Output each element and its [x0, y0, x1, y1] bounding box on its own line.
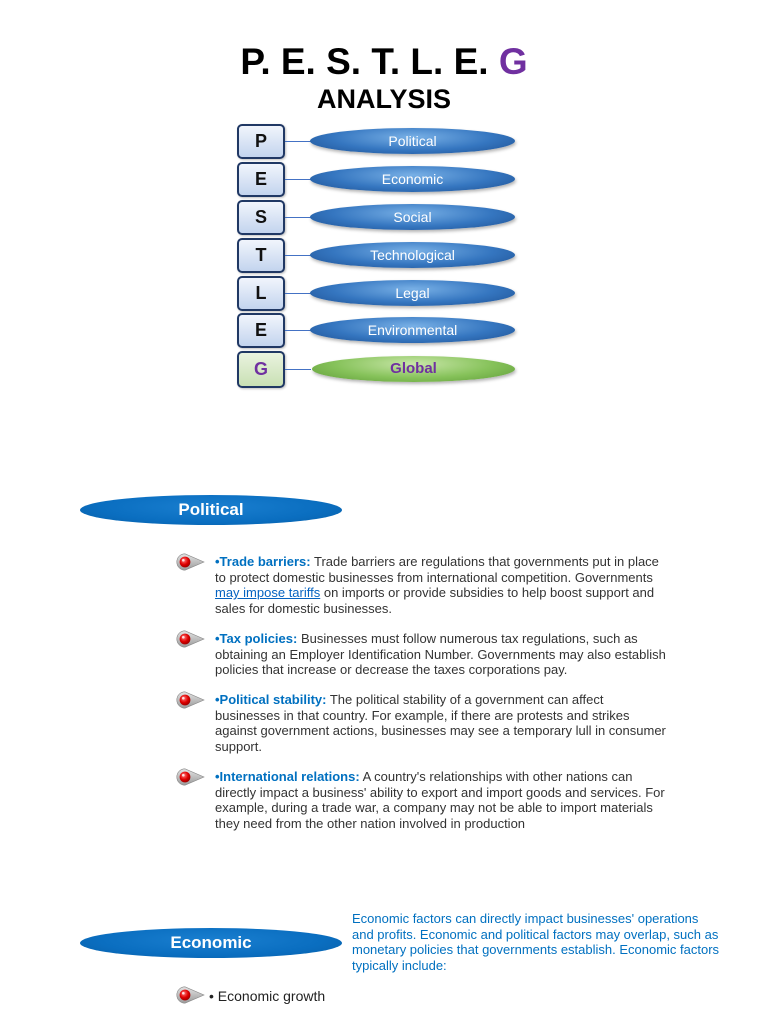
bullet-term: •Trade barriers:: [215, 554, 311, 569]
bullet-political-stability: [215, 692, 667, 754]
red-pin-pointer-icon: [174, 630, 206, 648]
diagram-label: Social: [310, 204, 515, 230]
title-text: P. E. S. T. L. E.: [240, 41, 489, 82]
bullet-text: Businesses must follow numerous tax regulations, such as obtaining an Employer Identification Number. Governments may also establish policies that increase or decrease the taxes corporations pay.: [215, 631, 666, 677]
bullet-text: on imports or provide subsidies to help boost support and sales for domestic businesses.: [215, 585, 655, 616]
diagram-row-economic: [237, 162, 519, 200]
bullet-term: •Tax policies:: [215, 631, 298, 646]
bullet-trade-barriers: [215, 554, 667, 616]
diagram-letter: P: [237, 124, 285, 159]
diagram-connector: [285, 141, 311, 142]
red-pin-pointer-icon: [174, 691, 206, 709]
diagram-label: Political: [310, 128, 515, 154]
diagram-row-global: [237, 351, 519, 389]
page-title: [0, 40, 768, 84]
diagram-label: Technological: [310, 242, 515, 268]
bullet-international-relations: [215, 769, 667, 831]
diagram-label: Legal: [310, 280, 515, 306]
diagram-letter: L: [237, 276, 285, 311]
section-heading-economic: Economic: [80, 928, 342, 958]
diagram-label: Environmental: [310, 317, 515, 343]
diagram-connector: [285, 369, 311, 370]
diagram-connector: [285, 293, 311, 294]
red-pin-pointer-icon: [174, 986, 206, 1004]
tariffs-link[interactable]: may impose tariffs: [215, 585, 321, 600]
diagram-row-social: [237, 200, 519, 238]
diagram-label: Global: [312, 356, 515, 382]
diagram-letter: G: [237, 351, 285, 388]
title-accent-letter: G: [498, 41, 528, 82]
diagram-row-technological: [237, 238, 519, 276]
diagram-letter: T: [237, 238, 285, 273]
red-pin-pointer-icon: [174, 553, 206, 571]
bullet-economic-growth: • Economic growth: [209, 988, 326, 1004]
diagram-letter: S: [237, 200, 285, 235]
diagram-row-political: [237, 124, 519, 162]
diagram-letter: E: [237, 162, 285, 197]
diagram-connector: [285, 217, 311, 218]
bullet-text: The political stability of a government can affect businesses in that country. For example, if there are protests and strikes against government actions, businesses may see a temporary lull in consumer support.: [215, 692, 666, 754]
diagram-row-legal: [237, 276, 519, 314]
diagram-row-environmental: [237, 313, 519, 351]
bullet-term: •International relations:: [215, 769, 360, 784]
bullet-tax-policies: [215, 631, 667, 678]
section-heading-political: Political: [80, 495, 342, 525]
diagram-label: Economic: [310, 166, 515, 192]
bullet-text: Trade barriers are regulations that governments put in place to protect domestic businesses from international competition. Governments: [215, 554, 659, 585]
page-subtitle: ANALYSIS: [316, 84, 452, 114]
bullet-term: •Political stability:: [215, 692, 327, 707]
diagram-connector: [285, 255, 311, 256]
red-pin-pointer-icon: [174, 768, 206, 786]
diagram-connector: [285, 330, 311, 331]
diagram-letter: E: [237, 313, 285, 348]
diagram-connector: [285, 179, 311, 180]
bullet-text: A country's relationships with other nations can directly impact a business' ability to export and import goods and services. For example, during a trade war, a company may not be able to import materials they need from the other nation involved in production: [215, 769, 665, 831]
economic-intro: Economic factors can directly impact businesses' operations and profits. Economic and political factors may overlap, such as monetary policies that governments establish. Economic factors typically include:: [352, 911, 720, 973]
